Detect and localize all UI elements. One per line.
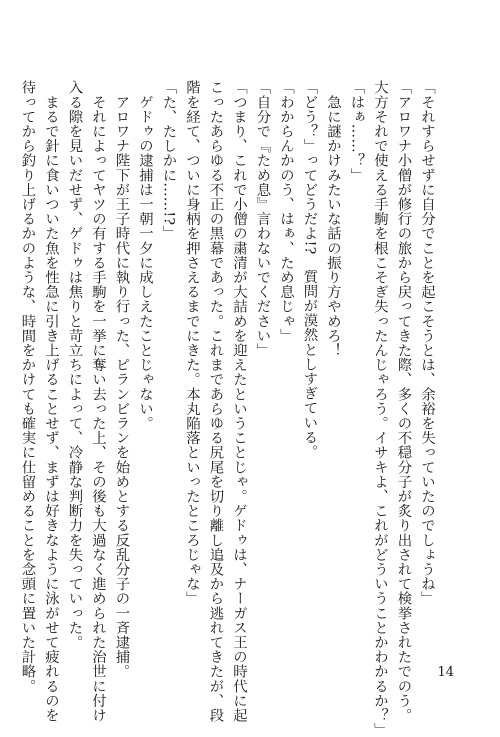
text-line: 急に謎かけみたいな話の振り方やめろ！ [325,80,341,358]
text-line: こったあらゆる不正の黒幕であった。これまであらゆる尻尾を切り離し追及から逃れてきたが、段 [207,80,224,723]
page-number: 14 [437,665,454,680]
text-line: 「自分で『ため息』言わないでください」 [254,80,271,358]
vertical-text-body [15,80,438,737]
text-line: まるで針に食いついた魚を性急に引き上げることせず、まずは好きなように泳がせて疲れるのを [43,80,59,723]
text-line: 大方それで使える手駒を根こそぎ失ったんじゃろう。イサキよ、これがどういうことかわかるか？」 [372,80,388,737]
text-line: 「はぁ……？」 [348,80,365,183]
text-line: 「それすらせずに自分でことを起こそうとは、余裕を失っていたのでしょうね」 [419,80,435,606]
text-line: 「どう？」ってどうだよ!? 質問が漠然としすぎている。 [301,80,318,459]
text-line: 「つまり、これで小僧の粛清が大詰めを迎えたということじゃ。ゲドゥは、ナーガス王の時代に起 [231,80,247,723]
text-line: 「た、たしかに……!?」 [160,80,177,240]
text-line: それによってヤツの有する手駒を一挙に奪い去った上、その後も大過なく進められた治世に付け [90,80,106,723]
text-line: 入る隙を見いだせず、ゲドゥは焦りと苛立ちによって、冷静な判断力を失っていった。 [66,80,83,650]
text-line: 「アロワナ小僧が修行の旅から戻ってきた際、多くの不穏分子が炙り出されて検挙されたでのう。 [395,80,412,723]
text-line: 待ってから釣り上げるかのような、時間をかけても確実に仕留めることを念頭に置いた計略。 [19,80,36,694]
text-line: 階を経て、ついに身柄を押さえるまでにきた。本丸陥落といったところじゃな」 [184,80,200,606]
text-line: アロワナ陛下が王子時代に執り行った、ピランビランを始めとする反乱分子の一斉逮捕。 [113,80,130,679]
text-line: ゲドゥの逮捕は一朝一夕に成しえたことじゃない。 [137,80,153,431]
text-line: 「わからんかのう、はぁ、ため息じゃ」 [278,80,294,343]
